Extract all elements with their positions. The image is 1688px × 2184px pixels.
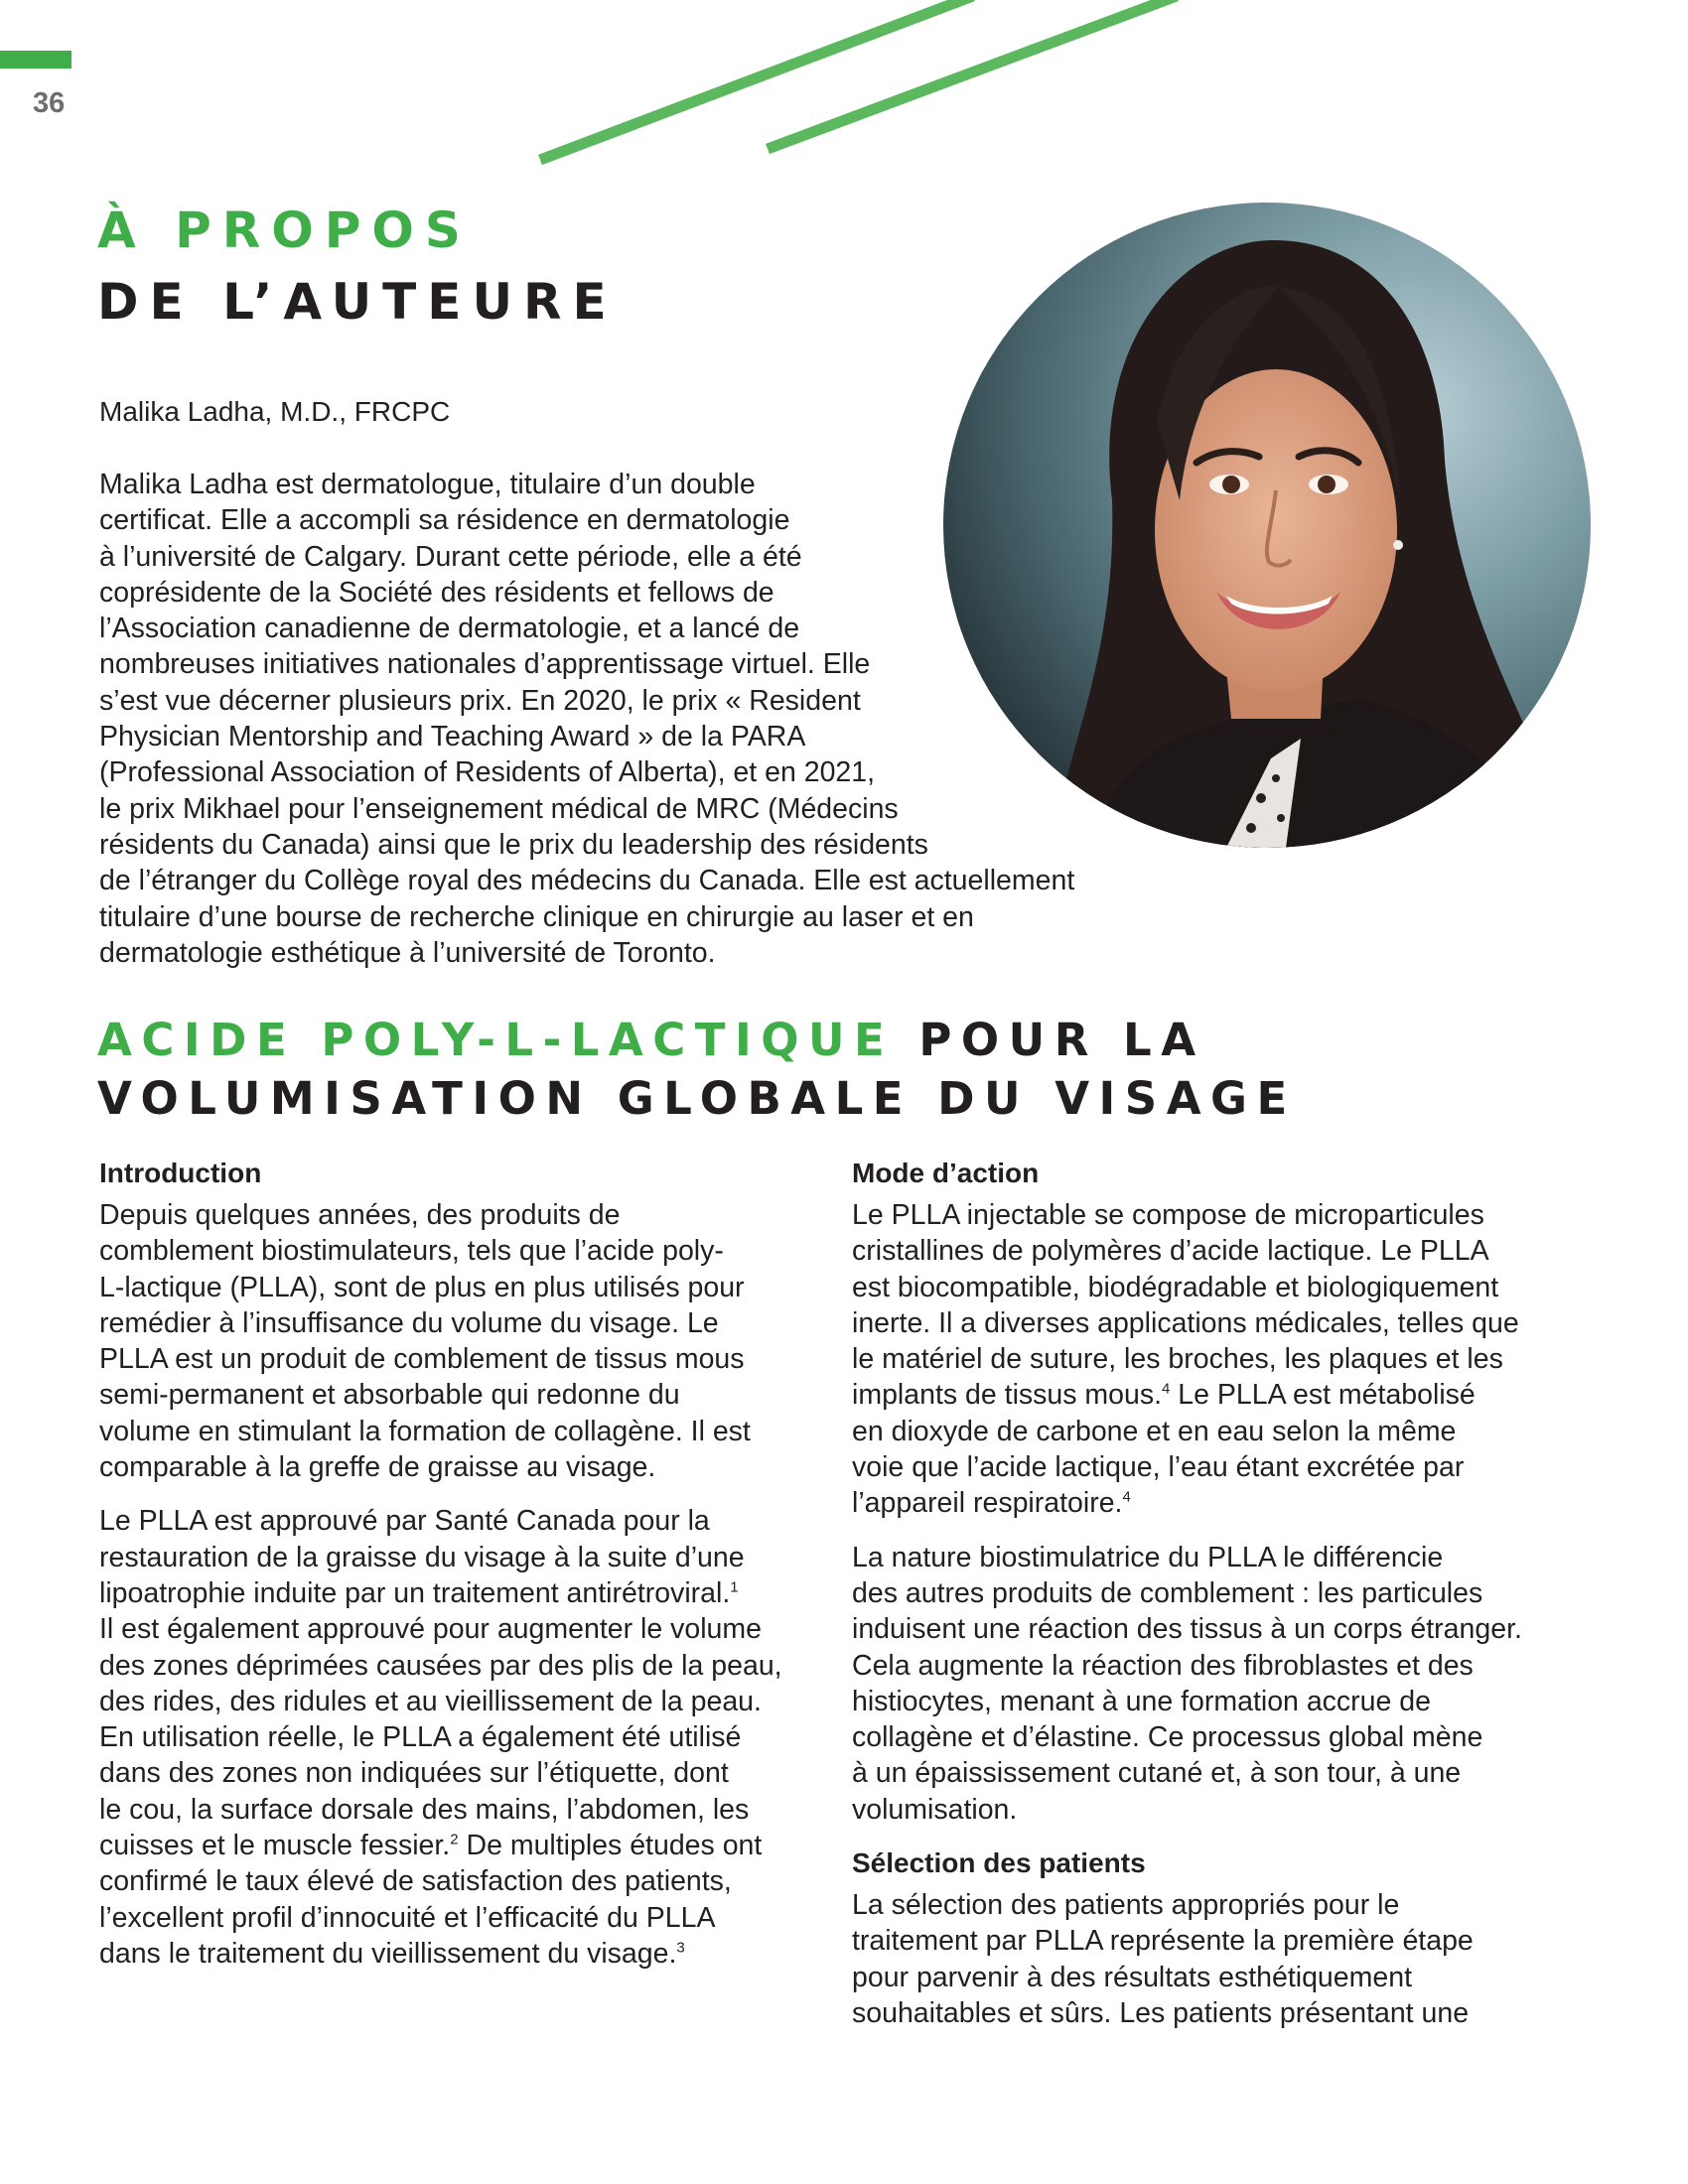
text-line [99,1828,782,1863]
author-bio [99,467,1074,971]
section-heading-mode-action: Mode d’action [852,1158,1040,1188]
text-line: voie que l’acide lactique, l’eau étant excrétée par [852,1451,1465,1484]
bio-line: le prix Mikhael pour l’enseignement médical de MRC (Médecins [99,792,899,825]
page-number: 36 [33,87,66,119]
article-title-green: ACIDE POLY-L-LACTIQUE [97,1014,895,1066]
about-heading-line2: DE L’AUTEURE [97,273,618,331]
text-line: est biocompatible, biodégradable et biologiquement [852,1271,1499,1303]
text-line: l’excellent profil d’innocuité et l’efficacité du PLLA [99,1901,716,1934]
text-fragment: Le PLLA est métabolisé [1170,1379,1476,1412]
paragraph [852,1197,1522,1522]
reference-4: 4 [1162,1380,1171,1398]
text-line [99,1936,782,1972]
author-name: Malika Ladha, M.D., FRCPC [99,396,451,427]
text-fragment: cuisses et le muscle fessier. [99,1830,451,1862]
text-line: PLLA est un produit de comblement de tissus mous [99,1343,745,1376]
text-line [99,1575,782,1611]
text-fragment: De multiples études ont [458,1830,763,1862]
bio-line: à l’université de Calgary. Durant cette période, elle a été [99,540,802,573]
text-line: traitement par PLLA représente la première étape [852,1925,1474,1958]
decorative-diagonal-lines [0,0,1688,199]
text-line: Depuis quelques années, des produits de [99,1199,621,1231]
text-fragment: implants de tissus mous. [852,1379,1163,1412]
bio-line: Malika Ladha est dermatologue, titulaire d’un double [99,469,756,500]
text-line: en dioxyde de carbone et en eau selon la même [852,1415,1457,1447]
text-line: dans des zones non indiquées sur l’étiquette, dont [99,1757,729,1790]
text-line: des rides, des ridules et au vieillissement de la peau. [99,1685,762,1717]
right-column [852,1156,1522,2049]
text-line: volume en stimulant la formation de collagène. Il est [99,1415,751,1447]
text-line: le matériel de suture, les broches, les plaques et les [852,1343,1503,1376]
text-fragment: l’appareil respiratoire. [852,1487,1123,1520]
author-photo [943,203,1591,848]
text-line: inerte. Il a diverses applications médicales, telles que [852,1306,1519,1339]
text-line: histiocytes, menant à une formation accrue de [852,1685,1431,1717]
text-line: Il est également approuvé pour augmenter le volume [99,1613,762,1646]
paragraph [99,1197,782,1485]
text-line: le cou, la surface dorsale des mains, l’abdomen, les [99,1793,750,1826]
bio-line: titulaire d’une bourse de recherche clinique en chirurgie au laser et en [99,900,974,933]
bio-line: coprésidente de la Société des résidents et fellows de [99,576,774,609]
text-line: cristallines de polymères d’acide lactique. Le PLLA [852,1235,1489,1268]
section-heading-patient-selection: Sélection des patients [852,1847,1146,1879]
reference-4: 4 [1122,1488,1131,1506]
paragraph [99,1503,782,1972]
text-fragment: lipoatrophie induite par un traitement antirétroviral. [99,1576,731,1609]
text-line: semi-permanent et absorbable qui redonne du [99,1379,680,1412]
text-line: pour parvenir à des résultats esthétiquement [852,1961,1412,1993]
bio-line: de l’étranger du Collège royal des médecins du Canada. Elle est actuellement [99,865,1075,897]
text-line: Le PLLA injectable se compose de microparticules [852,1199,1484,1231]
reference-1: 1 [730,1578,739,1596]
text-line: comblement biostimulateurs, tels que l’acide poly- [99,1235,724,1268]
bio-line: s’est vue décerner plusieurs prix. En 2020, le prix « Resident [99,684,861,717]
text-line: des zones déprimées causées par des plis de la peau, [99,1649,782,1682]
text-line: remédier à l’insuffisance du volume du visage. Le [99,1306,719,1339]
text-line: induisent une réaction des tissus à un corps étranger. [852,1613,1522,1646]
bio-line: Physician Mentorship and Teaching Award » de la PARA [99,721,806,753]
text-line: Cela augmente la réaction des fibroblastes et des [852,1649,1474,1682]
bio-line: l’Association canadienne de dermatologie, et a lancé de [99,613,800,645]
text-line [852,1485,1522,1521]
text-line: La sélection des patients appropriés pour le [852,1889,1400,1922]
diagonal-line-1 [540,0,973,160]
bio-line: (Professional Association of Residents of Alberta), et en 2021, [99,756,876,789]
text-fragment: dans le traitement du vieillissement du visage. [99,1937,677,1970]
bio-line: résidents du Canada) ainsi que le prix du leadership des résidents [99,828,928,861]
portrait-illustration [943,203,1591,848]
section-heading-introduction: Introduction [99,1158,262,1188]
text-line: comparable à la greffe de graisse au visage. [99,1451,656,1484]
text-line: Le PLLA est approuvé par Santé Canada pour la [99,1505,710,1538]
article-title-line1 [97,1011,1297,1069]
bio-line: dermatologie esthétique à l’université de Toronto. [99,936,716,969]
about-heading [97,195,618,338]
article-title-dark: POUR LA [894,1014,1205,1066]
text-line: à un épaississement cutané et, à son tour, à une [852,1757,1462,1790]
text-line: En utilisation réelle, le PLLA a également été utilisé [99,1721,742,1754]
paragraph [852,1540,1522,1828]
text-line [852,1377,1522,1413]
text-line: L-lactique (PLLA), sont de plus en plus utilisés pour [99,1271,745,1303]
article-title-line2: VOLUMISATION GLOBALE DU VISAGE [97,1072,1297,1125]
bio-line: certificat. Elle a accompli sa résidence en dermatologie [99,504,790,537]
text-line: des autres produits de comblement : les particules [852,1576,1483,1609]
diagonal-line-2 [768,0,1177,149]
text-line: restauration de la graisse du visage à la suite d’une [99,1541,745,1573]
text-line: souhaitables et sûrs. Les patients présentant une [852,1996,1470,2029]
bio-line: nombreuses initiatives nationales d’apprentissage virtuel. Elle [99,648,871,681]
text-line: collagène et d’élastine. Ce processus global mène [852,1721,1483,1754]
about-heading-line1: À PROPOS [97,202,472,259]
reference-3: 3 [676,1939,685,1957]
paragraph [852,1887,1522,2031]
reference-2: 2 [450,1831,459,1848]
left-column [99,1156,782,1989]
text-line: volumisation. [852,1793,1018,1826]
article-title [97,1011,1297,1128]
text-line: La nature biostimulatrice du PLLA le différencie [852,1541,1444,1573]
text-line: confirmé le taux élevé de satisfaction des patients, [99,1865,732,1898]
